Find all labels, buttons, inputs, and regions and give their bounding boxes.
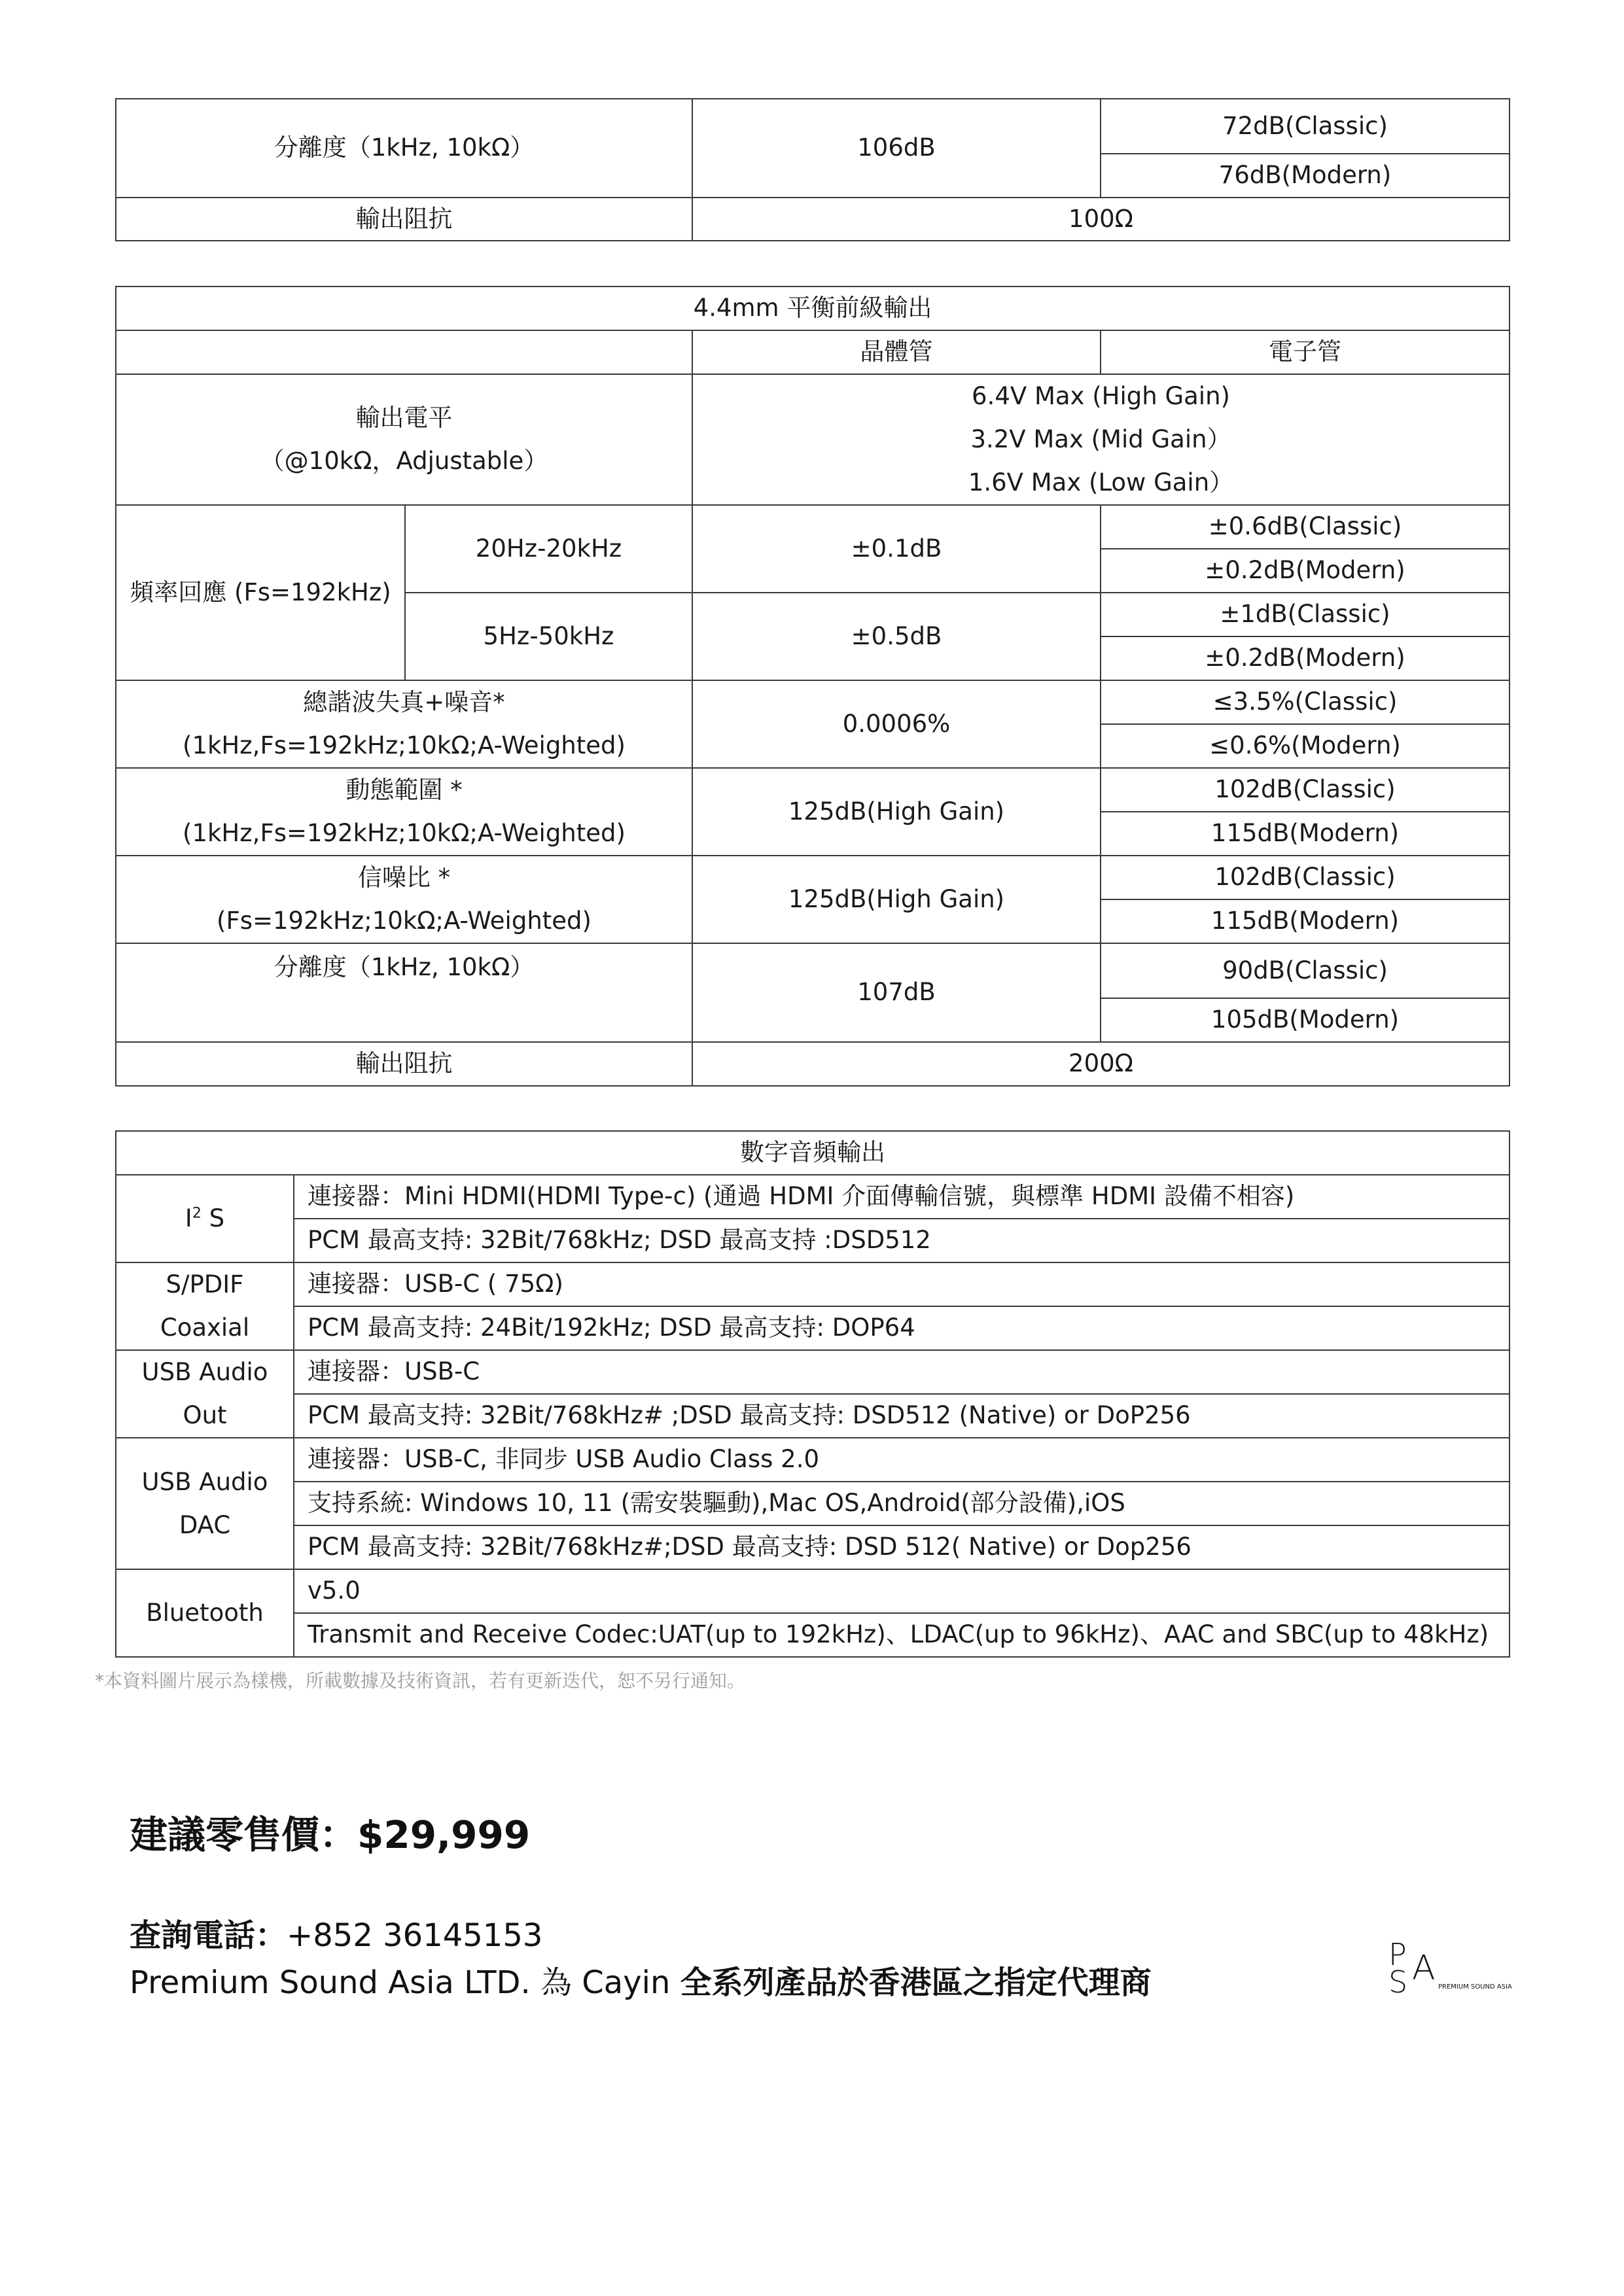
digital-output-table bbox=[115, 1130, 1510, 1658]
freq-band2-range: 5Hz-50kHz bbox=[405, 593, 692, 680]
i2s-label-main: I bbox=[185, 1204, 192, 1232]
output-level-values bbox=[692, 374, 1509, 505]
disclaimer-note: *本資料圖片展示為樣機，所載數據及技術資訊，若有更新迭代，恕不另行通知。 bbox=[95, 1670, 746, 1692]
thd-label-line1: 總諧波失真+噪音* bbox=[116, 680, 692, 724]
thd-modern: ≤0.6%(Modern) bbox=[1101, 724, 1509, 768]
svg-text:S: S bbox=[1388, 1964, 1408, 1995]
imp2-value: 200Ω bbox=[692, 1042, 1509, 1086]
i2s-label-sup: 2 bbox=[192, 1205, 202, 1222]
bluetooth-row-1: v5.0 bbox=[294, 1569, 1509, 1613]
dr-classic: 102dB(Classic) bbox=[1101, 768, 1509, 812]
impedance-label: 輸出阻抗 bbox=[116, 198, 692, 241]
i2s-row-1: 連接器：Mini HDMI(HDMI Type-c) (通過 HDMI 介面傳輸信號，與標準 HDMI 設備不相容) bbox=[294, 1175, 1509, 1219]
usb-out-label bbox=[116, 1350, 294, 1438]
retail-price: 建議零售價：$29,999 bbox=[130, 1813, 531, 1857]
snr-transistor: 125dB(High Gain) bbox=[692, 856, 1101, 943]
spdif-label-line1: S/PDIF bbox=[166, 1270, 244, 1298]
usb-dac-label-line1: USB Audio bbox=[141, 1467, 268, 1496]
header-empty bbox=[116, 330, 692, 374]
usb-dac-row-3: PCM 最高支持: 32Bit/768kHz#;DSD 最高支持: DSD 512( Native) or Dop256 bbox=[294, 1525, 1509, 1569]
usb-dac-row-1: 連接器：USB-C, 非同步 USB Audio Class 2.0 bbox=[294, 1438, 1509, 1482]
separation-classic: 72dB(Classic) bbox=[1101, 99, 1509, 154]
usb-out-row-2: PCM 最高支持: 32Bit/768kHz# ;DSD 最高支持: DSD512 (Native) or DoP256 bbox=[294, 1394, 1509, 1438]
svg-text:A: A bbox=[1412, 1949, 1436, 1988]
thd-transistor: 0.0006% bbox=[692, 680, 1101, 768]
freq-band1-transistor: ±0.1dB bbox=[692, 505, 1101, 593]
imp2-label: 輸出阻抗 bbox=[116, 1042, 692, 1086]
table2-title: 4.4mm 平衡前級輸出 bbox=[116, 287, 1509, 330]
separation-modern: 76dB(Modern) bbox=[1101, 154, 1509, 198]
snr-classic: 102dB(Classic) bbox=[1101, 856, 1509, 899]
freq-band1-classic: ±0.6dB(Classic) bbox=[1101, 505, 1509, 549]
bluetooth-row-2: Transmit and Receive Codec:UAT(up to 192kHz)、LDAC(up to 96kHz)、AAC and SBC(up to 48kHz) bbox=[294, 1613, 1509, 1657]
bluetooth-label: Bluetooth bbox=[116, 1569, 294, 1657]
separation-label: 分離度（1kHz, 10kΩ） bbox=[116, 99, 692, 198]
sep2-label: 分離度（1kHz, 10kΩ） bbox=[116, 943, 692, 1042]
sep2-classic: 90dB(Classic) bbox=[1101, 943, 1509, 998]
spdif-row-1: 連接器：USB-C ( 75Ω) bbox=[294, 1262, 1509, 1306]
snr-label-line2: (Fs=192kHz;10kΩ;A-Weighted) bbox=[116, 899, 692, 943]
dr-label-line1: 動態範圍 * bbox=[116, 768, 692, 812]
header-transistor: 晶體管 bbox=[692, 330, 1101, 374]
freq-band2-modern: ±0.2dB(Modern) bbox=[1101, 636, 1509, 680]
psa-logo-text: PREMIUM SOUND ASIA bbox=[1438, 1983, 1512, 1991]
header-tube: 電子管 bbox=[1101, 330, 1509, 374]
agent-statement bbox=[130, 1957, 1152, 2002]
snr-label-line1: 信噪比 * bbox=[116, 856, 692, 899]
output-level-low: 1.6V Max (Low Gain） bbox=[968, 468, 1234, 496]
table3-title: 數字音頻輸出 bbox=[116, 1131, 1509, 1175]
spdif-label bbox=[116, 1262, 294, 1350]
i2s-label-tail: S bbox=[201, 1204, 225, 1232]
separation-impedance-table-1 bbox=[115, 98, 1510, 241]
usb-out-label-line1: USB Audio bbox=[141, 1358, 268, 1386]
phone-number: +852 36145153 bbox=[287, 1917, 543, 1954]
dr-label-line2: (1kHz,Fs=192kHz;10kΩ;A-Weighted) bbox=[116, 812, 692, 856]
i2s-label bbox=[116, 1175, 294, 1262]
dr-transistor: 125dB(High Gain) bbox=[692, 768, 1101, 856]
agent-prefix: Premium Sound Asia LTD. 為 Cayin bbox=[130, 1964, 680, 2001]
sep2-transistor: 107dB bbox=[692, 943, 1101, 1042]
usb-dac-label bbox=[116, 1438, 294, 1569]
thd-label-line2: (1kHz,Fs=192kHz;10kΩ;A-Weighted) bbox=[116, 724, 692, 768]
usb-dac-label-line2: DAC bbox=[179, 1510, 231, 1539]
output-level-label-line1: 輸出電平 bbox=[355, 404, 453, 432]
agent-suffix: 全系列產品於香港區之指定代理商 bbox=[680, 1964, 1152, 2001]
freq-band1-range: 20Hz-20kHz bbox=[405, 505, 692, 593]
output-level-high: 6.4V Max (High Gain) bbox=[972, 382, 1230, 410]
i2s-row-2: PCM 最高支持: 32Bit/768kHz; DSD 最高支持 :DSD512 bbox=[294, 1219, 1509, 1262]
impedance-value: 100Ω bbox=[692, 198, 1509, 241]
contact-phone bbox=[130, 1910, 542, 1955]
dr-modern: 115dB(Modern) bbox=[1101, 812, 1509, 856]
phone-label: 查詢電話： bbox=[130, 1917, 287, 1954]
freq-band2-transistor: ±0.5dB bbox=[692, 593, 1101, 680]
output-level-label bbox=[116, 374, 692, 505]
freq-band1-modern: ±0.2dB(Modern) bbox=[1101, 549, 1509, 593]
usb-dac-row-2: 支持系統: Windows 10, 11 (需安裝驅動),Mac OS,Android(部分設備),iOS bbox=[294, 1482, 1509, 1525]
psa-logo-icon bbox=[1387, 1936, 1518, 1995]
separation-transistor: 106dB bbox=[692, 99, 1101, 198]
thd-classic: ≤3.5%(Classic) bbox=[1101, 680, 1509, 724]
spdif-label-line2: Coaxial bbox=[160, 1313, 250, 1342]
svg-text:P: P bbox=[1388, 1937, 1407, 1972]
usb-out-label-line2: Out bbox=[183, 1401, 227, 1429]
usb-out-row-1: 連接器：USB-C bbox=[294, 1350, 1509, 1394]
freq-band2-classic: ±1dB(Classic) bbox=[1101, 593, 1509, 636]
spdif-row-2: PCM 最高支持: 24Bit/192kHz; DSD 最高支持: DOP64 bbox=[294, 1306, 1509, 1350]
snr-modern: 115dB(Modern) bbox=[1101, 899, 1509, 943]
output-level-label-line2: （@10kΩ，Adjustable） bbox=[260, 447, 548, 475]
output-level-mid: 3.2V Max (Mid Gain） bbox=[970, 425, 1231, 453]
sep2-modern: 105dB(Modern) bbox=[1101, 998, 1509, 1042]
freq-response-label: 頻率回應 (Fs=192kHz) bbox=[116, 505, 405, 680]
balanced-preamp-output-table bbox=[115, 286, 1510, 1087]
